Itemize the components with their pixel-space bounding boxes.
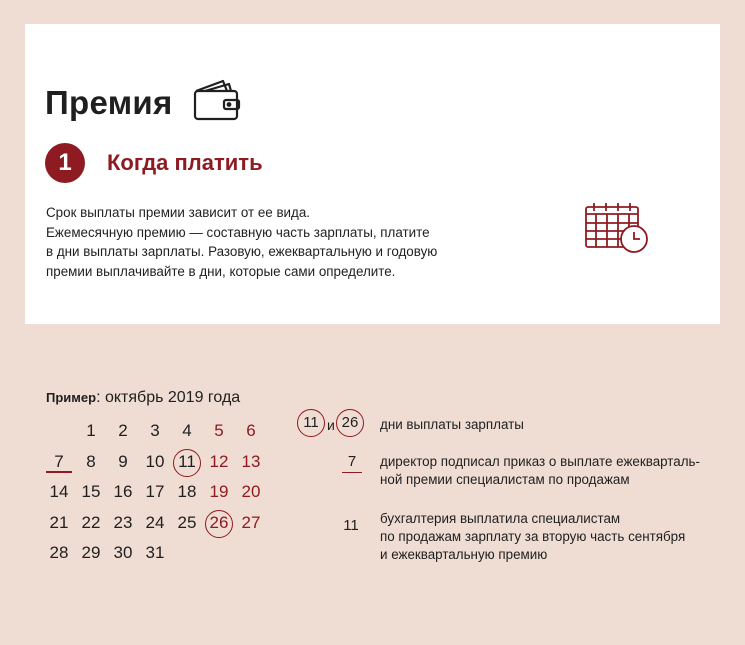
calendar-day-21: 21 [49,512,69,532]
calendar-day-4: 4 [182,421,192,440]
calendar-day-8: 8 [86,451,96,471]
calendar-day-16: 16 [113,482,133,501]
calendar-day-2: 2 [118,421,128,440]
legend-line: и ежеквартальную премию [380,547,548,562]
calendar-day-27: 27 [241,512,261,532]
calendar-day-14: 14 [49,482,69,501]
description-line: Срок выплаты премии зависит от ее вида. [46,205,311,220]
calendar-day-12: 12 [209,451,229,471]
calendar-day-15: 15 [81,482,101,501]
calendar-clock-icon [584,201,650,253]
calendar-day-19: 19 [209,482,229,501]
legend-line: по продажам зарплату за вторую часть сентября [380,529,686,544]
legend-line: бухгалтерия выплатила специалистам [380,511,621,526]
example-label-bold: Пример [46,390,97,405]
calendar-day-28: 28 [49,543,69,562]
description-line: в дни выплаты зарплаты. Разовую, ежеквартальную и годовую [46,244,438,259]
legend-payday-text: дни выплаты зарплаты [380,417,524,432]
calendar-day-23: 23 [113,512,133,532]
legend-circle-day-b: 26 [336,409,364,437]
legend-circle-day-a: 11 [297,409,325,437]
calendar-week-row [44,417,274,445]
calendar-week-row [44,478,274,506]
calendar-day-22: 22 [81,512,101,532]
calendar-day-3: 3 [150,421,160,440]
page-title: Премия [45,84,173,121]
example-label-text: : октябрь 2019 года [96,389,241,406]
legend-underline-day: 7 [342,453,362,470]
legend-conjunction: и [327,417,335,433]
calendar-day-20: 20 [241,482,261,501]
calendar-day-18: 18 [177,482,197,501]
example-label [46,389,240,407]
legend-payment-text [380,510,685,564]
calendar-day-10: 10 [145,451,165,471]
description-line: Ежемесячную премию — составную часть зарплаты, платите [46,224,430,240]
wallet-icon [193,79,241,121]
calendar-week-row [44,539,274,567]
calendar-day-13: 13 [241,451,261,471]
description-line: премии выплачивайте в дни, которые сами определите. [46,263,396,279]
calendar-day-17: 17 [145,482,165,501]
calendar-day-5: 5 [214,421,224,440]
calendar-day-11: 11 [172,448,202,476]
legend-plain-day: 11 [343,517,359,534]
legend-line: ной премии специалистам по продажам [380,472,630,487]
calendar-week-row [44,509,274,537]
calendar-day-26: 26 [204,509,234,537]
calendar-day-9: 9 [118,451,128,471]
step-number-badge: 1 [45,143,85,183]
calendar-day-31: 31 [145,543,165,562]
calendar-day-1: 1 [86,421,96,440]
legend-line: директор подписал приказ о выплате ежекварталь- [380,454,700,469]
calendar-day-6: 6 [246,421,256,440]
calendar-week-row [44,448,274,476]
calendar-day-29: 29 [81,543,101,562]
calendar-day-30: 30 [113,543,133,562]
description-text [46,203,506,281]
step-title: Когда платить [107,150,263,175]
calendar-day-24: 24 [145,512,165,532]
calendar-day-25: 25 [177,512,197,532]
calendar-day-7: 7 [44,448,74,476]
legend-order-text [380,453,700,489]
